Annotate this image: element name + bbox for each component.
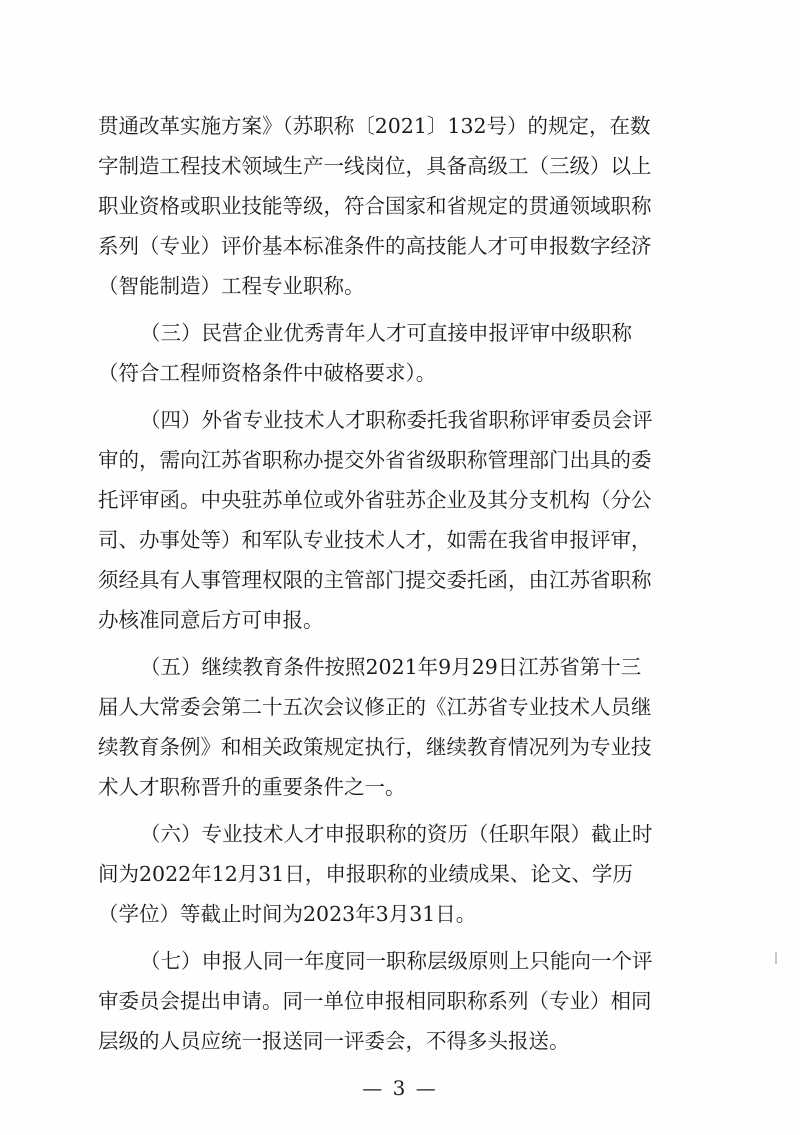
text-line-2: 字制造工程技术领域生产一线岗位，具备高级工（三级）以上 xyxy=(98,154,652,178)
text-line-1: 贯通改革实施方案》（苏职称〔2021〕132号）的规定，在数 xyxy=(98,114,651,138)
text-line-15: 届人大常委会第二十五次会议修正的《江苏省专业技术人员继 xyxy=(98,695,652,719)
text-line-3: 职业资格或职业技能等级，符合国家和省规定的贯通领域职称 xyxy=(98,194,652,218)
text-line-4: 系列（专业）评价基本标准条件的高技能人才可申报数字经济 xyxy=(98,234,652,258)
text-line-13: 办核准同意后方可申报。 xyxy=(98,608,324,632)
text-line-17: 术人才职称晋升的重要条件之一。 xyxy=(98,775,406,799)
text-line-5: （智能制造）工程专业职称。 xyxy=(98,274,365,298)
text-line-11: 司、办事处等）和军队专业技术人才，如需在我省申报评审， xyxy=(98,528,652,552)
text-line-19: 间为2022年12月31日，申报职称的业绩成果、论文、学历 xyxy=(98,862,633,886)
text-line-23: 层级的人员应统一报送同一评委会，不得多头报送。 xyxy=(98,1029,570,1053)
text-line-18: （六）专业技术人才申报职称的资历（任职年限）截止时 xyxy=(140,822,653,846)
text-line-22: 审委员会提出申请。同一单位申报相同职称系列（专业）相同 xyxy=(98,989,652,1013)
text-line-20: （学位）等截止时间为2023年3月31日。 xyxy=(98,902,477,926)
text-line-9: 审的，需向江苏省职称办提交外省省级职称管理部门出具的委 xyxy=(98,448,652,472)
scan-artifact xyxy=(775,952,777,964)
text-line-7: （符合工程师资格条件中破格要求）。 xyxy=(98,361,437,385)
text-line-12: 须经具有人事管理权限的主管部门提交委托函，由江苏省职称 xyxy=(98,568,652,592)
page-number: — 3 — xyxy=(362,1076,438,1100)
text-line-8: （四）外省专业技术人才职称委托我省职称评审委员会评 xyxy=(140,408,653,432)
text-line-10: 托评审函。中央驻苏单位或外省驻苏企业及其分支机构（分公 xyxy=(98,488,652,512)
text-line-21: （七）申报人同一年度同一职称层级原则上只能向一个评 xyxy=(140,949,653,973)
text-line-6: （三）民营企业优秀青年人才可直接申报评审中级职称 xyxy=(140,321,632,345)
text-line-16: 续教育条例》和相关政策规定执行，继续教育情况列为专业技 xyxy=(98,735,652,759)
text-line-14: （五）继续教育条件按照2021年9月29日江苏省第十三 xyxy=(140,655,642,679)
